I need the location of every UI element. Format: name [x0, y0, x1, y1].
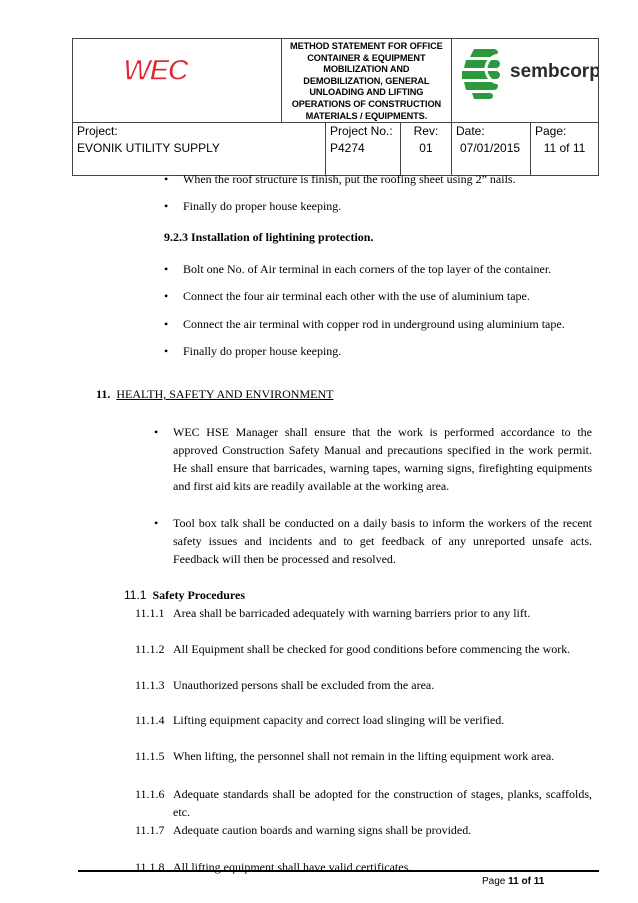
bullet-icon: • — [164, 262, 169, 276]
rev-cell — [400, 123, 451, 176]
page-value: 11 of 11 — [543, 141, 586, 156]
document-header — [72, 38, 599, 176]
list-item-text: Finally do proper house keeping. — [183, 199, 342, 213]
list-item — [164, 197, 341, 215]
safety-item — [135, 785, 592, 821]
wec-logo — [73, 39, 237, 103]
list-item-text: Tool box talk shall be conducted on a daily basis to inform the workers of the recent safety issues and incidents and to get feedback of any unreported unsafe acts. Feedback will then be processed and resolved. — [173, 516, 592, 566]
bullet-icon: • — [154, 516, 159, 530]
safety-item-text: When lifting, the personnel shall not remain in the lifting equipment work area. — [173, 749, 555, 763]
safety-item-text: All lifting equipment shall have valid certificates. — [173, 860, 412, 874]
page-label: Page: — [534, 124, 567, 139]
list-item — [164, 260, 551, 278]
safety-item — [135, 711, 504, 729]
safety-item-text: Lifting equipment capacity and correct load slinging will be verified. — [173, 713, 505, 727]
list-item — [164, 170, 516, 188]
list-item — [164, 287, 530, 305]
safety-item-text: Area shall be barricaded adequately with warning barriers prior to any lift. — [173, 606, 531, 620]
safety-item-number: 11.1.4 — [135, 713, 165, 727]
bullet-icon: • — [164, 199, 169, 213]
list-item-text: Connect the air terminal with copper rod in underground using aluminium tape. — [183, 317, 565, 331]
wec-logo-cell — [73, 39, 282, 123]
list-item-text: WEC HSE Manager shall ensure that the work is performed accordance to the approved Construction Safety Manual and precautions specified in the work permit. He shall ensure that barricades, warning tapes, warning signs, firefighting equipments and first aid kits are readily available at the working area. — [173, 425, 592, 493]
safety-item-number: 11.1.3 — [135, 678, 165, 692]
subsection-923-title: 9.2.3 Installation of lightining protection. — [164, 230, 374, 244]
project-no-value: P4274 — [329, 141, 365, 156]
safety-item — [135, 676, 434, 694]
rev-label: Rev: — [413, 124, 439, 139]
safety-item — [135, 821, 471, 839]
sembcorp-logo — [452, 39, 598, 103]
safety-item-text: Adequate caution boards and warning signs shall be provided. — [173, 823, 472, 837]
wec-logo-text: WEC — [123, 54, 187, 87]
rev-value: 01 — [419, 141, 433, 156]
list-item-text: Finally do proper house keeping. — [183, 344, 342, 358]
section-11-number: 11. — [96, 387, 111, 401]
project-no-cell — [325, 123, 400, 176]
safety-number: 11.1 — [124, 588, 147, 602]
list-item-text: Bolt one No. of Air terminal in each corners of the top layer of the container. — [183, 262, 552, 276]
date-label: Date: — [455, 124, 485, 139]
footer-divider — [78, 870, 599, 872]
project-value: EVONIK UTILITY SUPPLY — [77, 141, 220, 156]
bullet-icon: • — [164, 289, 169, 303]
list-item — [154, 423, 592, 495]
document-title: METHOD STATEMENT FOR OFFICE CONTAINER & EQUIPMENT MOBILIZATION AND DEMOBILIZATION, GENERAL UNLOADING AND LIFTING OPERATIONS OF CONSTRUCTION MATERIALS / EQUIPMENTS. — [281, 39, 451, 123]
bullet-icon: • — [154, 425, 159, 439]
footer-page-number: 11 of 11 — [508, 876, 545, 887]
safety-item — [135, 640, 570, 658]
project-no-label: Project No.: — [329, 124, 393, 139]
list-item — [164, 342, 341, 360]
sembcorp-swoosh-icon — [462, 49, 514, 99]
safety-item-text: All Equipment shall be checked for good conditions before commencing the work. — [173, 642, 571, 656]
safety-item-number: 11.1.8 — [135, 860, 165, 874]
safety-item-number: 11.1.1 — [135, 606, 165, 620]
project-label: Project: — [77, 124, 118, 139]
safety-item — [135, 747, 554, 765]
safety-title: Safety Procedures — [152, 588, 246, 602]
bullet-icon: • — [164, 317, 169, 331]
safety-item — [135, 858, 411, 876]
page-footer — [482, 876, 544, 887]
bullet-icon: • — [164, 172, 169, 186]
safety-item-number: 11.1.7 — [135, 823, 165, 837]
list-item — [164, 315, 565, 333]
section-11-title: HEALTH, SAFETY AND ENVIRONMENT — [116, 387, 334, 401]
list-item-text: When the roof structure is finish, put the roofing sheet using 2” nails. — [183, 172, 516, 186]
safety-procedures-heading — [124, 586, 245, 604]
date-value: 07/01/2015 — [459, 141, 521, 156]
safety-item-text: Unauthorized persons shall be excluded from the area. — [173, 678, 435, 692]
footer-page-word: Page — [482, 876, 506, 887]
safety-item-number: 11.1.6 — [135, 787, 165, 801]
page-cell — [530, 123, 598, 176]
section-11-heading — [96, 385, 333, 403]
safety-item-text: Adequate standards shall be adopted for the construction of stages, planks, scaffolds, etc. — [173, 787, 592, 819]
list-item — [154, 514, 592, 568]
bullet-icon: • — [164, 344, 169, 358]
sembcorp-logo-cell — [451, 39, 598, 123]
safety-item-number: 11.1.5 — [135, 749, 165, 763]
safety-item — [135, 604, 530, 622]
safety-item-number: 11.1.2 — [135, 642, 165, 656]
sembcorp-logo-text: sembcorp — [509, 61, 598, 82]
list-item-text: Connect the four air terminal each other with the use of aluminium tape. — [183, 289, 530, 303]
date-cell — [451, 123, 530, 176]
project-cell — [73, 123, 326, 176]
